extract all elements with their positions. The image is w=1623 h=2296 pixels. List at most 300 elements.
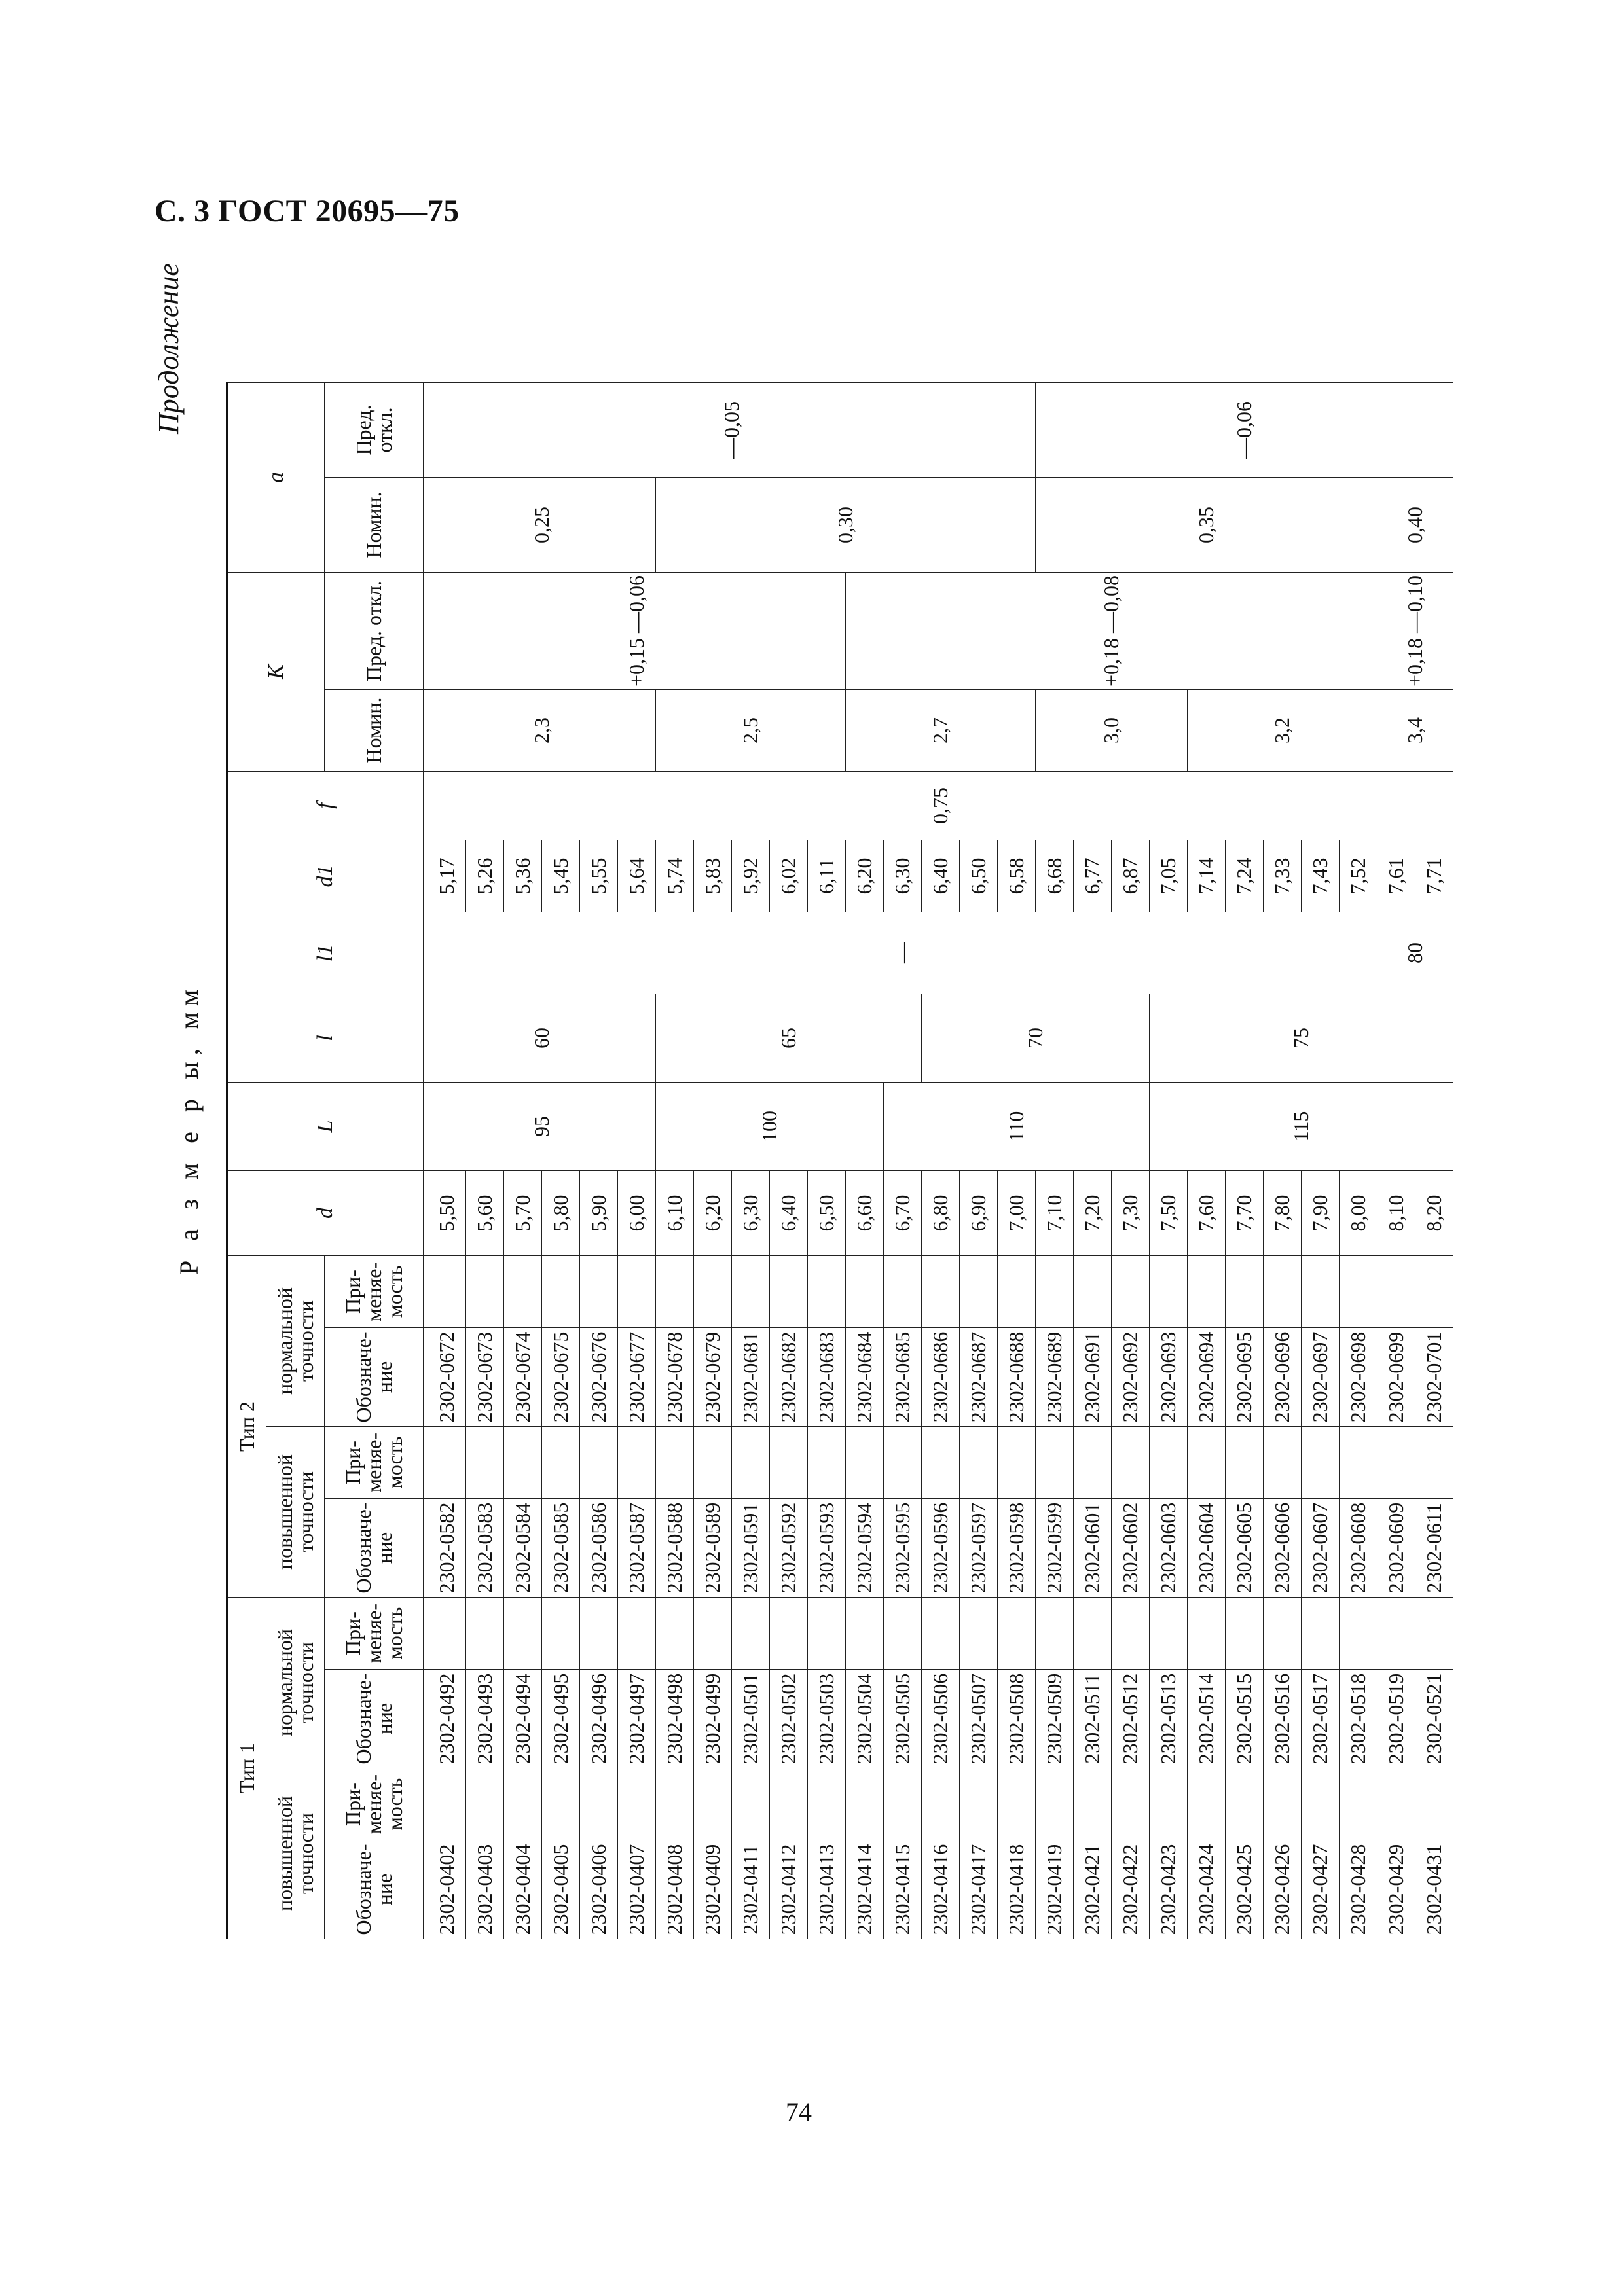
K-nominal-value: 2,5 bbox=[656, 690, 846, 772]
l-value: 60 bbox=[428, 994, 656, 1083]
type1-high-designation: 2302-0424 bbox=[1188, 1840, 1226, 1939]
type2-normal-designation: 2302-0687 bbox=[960, 1328, 998, 1427]
d-value: 7,10 bbox=[1036, 1171, 1074, 1256]
d1-value: 5,26 bbox=[466, 840, 504, 912]
K-nominal-value: 3,0 bbox=[1036, 690, 1188, 772]
d1-value: 6,02 bbox=[770, 840, 808, 912]
type1-normal-designation: 2302-0496 bbox=[580, 1670, 618, 1768]
d-value: 6,10 bbox=[656, 1171, 694, 1256]
type1-high-designation: 2302-0422 bbox=[1112, 1840, 1150, 1939]
type2-normal-applicability bbox=[542, 1256, 580, 1328]
type2-normal-designation: 2302-0684 bbox=[846, 1328, 884, 1427]
type2-high-designation: 2302-0604 bbox=[1188, 1499, 1226, 1598]
col-K-header: K bbox=[227, 572, 325, 771]
K-tolerance-value: +0,15 —0,06 bbox=[428, 572, 846, 689]
type2-high-applicability bbox=[1074, 1427, 1112, 1499]
l-value: 65 bbox=[656, 994, 922, 1083]
type1-normal-applicability bbox=[922, 1598, 960, 1670]
d-value: 7,80 bbox=[1264, 1171, 1302, 1256]
K-tolerance-header: Пред. откл. bbox=[325, 572, 424, 689]
type2-high-designation: 2302-0588 bbox=[656, 1499, 694, 1598]
type2-normal-applicability bbox=[1188, 1256, 1226, 1328]
type2-normal-designation: 2302-0698 bbox=[1340, 1328, 1377, 1427]
type2-high-applicability bbox=[580, 1427, 618, 1499]
d-value: 7,50 bbox=[1150, 1171, 1188, 1256]
type1-high-designation: 2302-0404 bbox=[504, 1840, 542, 1939]
type2-normal-designation: 2302-0689 bbox=[1036, 1328, 1074, 1427]
d1-value: 5,83 bbox=[694, 840, 732, 912]
d-value: 6,20 bbox=[694, 1171, 732, 1256]
type2-header: Тип 2 bbox=[227, 1256, 266, 1598]
type2-normal-applicability bbox=[998, 1256, 1036, 1328]
type2-normal-designation: 2302-0697 bbox=[1302, 1328, 1340, 1427]
type1-normal-applicability bbox=[1264, 1598, 1302, 1670]
d-value: 7,60 bbox=[1188, 1171, 1226, 1256]
type2-high-applicability bbox=[1226, 1427, 1264, 1499]
d-value: 6,00 bbox=[618, 1171, 656, 1256]
type1-normal-designation: 2302-0499 bbox=[694, 1670, 732, 1768]
type2-high-designation: 2302-0591 bbox=[732, 1499, 770, 1598]
d1-value: 5,74 bbox=[656, 840, 694, 912]
type2-normal-applicability bbox=[1150, 1256, 1188, 1328]
type2-high-applicability bbox=[504, 1427, 542, 1499]
d1-value: 7,52 bbox=[1340, 840, 1377, 912]
type1-high-applicability bbox=[618, 1768, 656, 1840]
type2-high-applicability bbox=[922, 1427, 960, 1499]
type1-high-applicability bbox=[466, 1768, 504, 1840]
d1-value: 6,50 bbox=[960, 840, 998, 912]
type1-normal-header: нормальной точности bbox=[266, 1598, 325, 1768]
type2-normal-designation: 2302-0678 bbox=[656, 1328, 694, 1427]
type2-high-designation: 2302-0605 bbox=[1226, 1499, 1264, 1598]
type1-high-applicability bbox=[580, 1768, 618, 1840]
L-value: 95 bbox=[428, 1083, 656, 1171]
type2-high-applicability bbox=[1188, 1427, 1226, 1499]
type1-normal-applicability bbox=[1074, 1598, 1112, 1670]
type1-normal-applicability bbox=[656, 1598, 694, 1670]
type2-normal-designation: 2302-0677 bbox=[618, 1328, 656, 1427]
type1-high-applicability bbox=[694, 1768, 732, 1840]
type2-normal-applicability bbox=[846, 1256, 884, 1328]
type2-high-designation: 2302-0585 bbox=[542, 1499, 580, 1598]
d-value: 7,70 bbox=[1226, 1171, 1264, 1256]
type1-high-applicability bbox=[1150, 1768, 1188, 1840]
type1-normal-applicability bbox=[1377, 1598, 1415, 1670]
type2-normal-designation: 2302-0696 bbox=[1264, 1328, 1302, 1427]
type2-high-designation: 2302-0603 bbox=[1150, 1499, 1188, 1598]
designation-header: Обозначе- ние bbox=[325, 1499, 424, 1598]
type2-high-applicability bbox=[1036, 1427, 1074, 1499]
d1-value: 6,30 bbox=[884, 840, 922, 912]
l1-value: 80 bbox=[1377, 912, 1453, 994]
type1-normal-applicability bbox=[504, 1598, 542, 1670]
type2-normal-applicability bbox=[1340, 1256, 1377, 1328]
type2-high-applicability bbox=[884, 1427, 922, 1499]
type1-high-designation: 2302-0408 bbox=[656, 1840, 694, 1939]
type1-normal-applicability bbox=[1340, 1598, 1377, 1670]
type2-normal-applicability bbox=[656, 1256, 694, 1328]
K-nominal-value: 2,7 bbox=[846, 690, 1036, 772]
type2-high-header: повышенной точности bbox=[266, 1427, 325, 1598]
type2-normal-applicability bbox=[1226, 1256, 1264, 1328]
l-value: 75 bbox=[1150, 994, 1453, 1083]
type2-normal-designation: 2302-0672 bbox=[428, 1328, 466, 1427]
d1-value: 7,14 bbox=[1188, 840, 1226, 912]
designation-header: Обозначе- ние bbox=[325, 1670, 424, 1768]
type2-high-designation: 2302-0584 bbox=[504, 1499, 542, 1598]
type1-high-designation: 2302-0411 bbox=[732, 1840, 770, 1939]
type2-high-designation: 2302-0607 bbox=[1302, 1499, 1340, 1598]
d-value: 6,80 bbox=[922, 1171, 960, 1256]
type2-normal-designation: 2302-0683 bbox=[808, 1328, 846, 1427]
type1-high-applicability bbox=[960, 1768, 998, 1840]
type1-high-designation: 2302-0418 bbox=[998, 1840, 1036, 1939]
type1-normal-designation: 2302-0519 bbox=[1377, 1670, 1415, 1768]
type2-normal-applicability bbox=[1415, 1256, 1453, 1328]
type1-high-designation: 2302-0419 bbox=[1036, 1840, 1074, 1939]
d-value: 7,30 bbox=[1112, 1171, 1150, 1256]
d-value: 6,30 bbox=[732, 1171, 770, 1256]
K-nominal-value: 3,2 bbox=[1188, 690, 1377, 772]
type2-normal-designation: 2302-0675 bbox=[542, 1328, 580, 1427]
d1-value: 7,24 bbox=[1226, 840, 1264, 912]
table-body bbox=[428, 382, 1453, 1939]
type1-high-applicability bbox=[1036, 1768, 1074, 1840]
L-value: 115 bbox=[1150, 1083, 1453, 1171]
col-a-header: a bbox=[227, 382, 325, 572]
d-value: 5,70 bbox=[504, 1171, 542, 1256]
a-nominal-value: 0,30 bbox=[656, 477, 1036, 572]
type1-high-applicability bbox=[542, 1768, 580, 1840]
col-d1-header: d1 bbox=[227, 840, 424, 912]
type2-normal-designation: 2302-0699 bbox=[1377, 1328, 1415, 1427]
type2-normal-designation: 2302-0679 bbox=[694, 1328, 732, 1427]
type1-high-applicability bbox=[1188, 1768, 1226, 1840]
d-value: 7,20 bbox=[1074, 1171, 1112, 1256]
type1-normal-designation: 2302-0513 bbox=[1150, 1670, 1188, 1768]
type1-normal-applicability bbox=[846, 1598, 884, 1670]
col-l-header: l bbox=[227, 994, 424, 1083]
applicability-header: При- меняе- мость bbox=[325, 1598, 424, 1670]
type2-high-applicability bbox=[618, 1427, 656, 1499]
type2-normal-designation: 2302-0688 bbox=[998, 1328, 1036, 1427]
type1-normal-applicability bbox=[770, 1598, 808, 1670]
d1-value: 6,77 bbox=[1074, 840, 1112, 912]
l-value: 70 bbox=[922, 994, 1150, 1083]
type1-high-designation: 2302-0427 bbox=[1302, 1840, 1340, 1939]
d1-value: 5,17 bbox=[428, 840, 466, 912]
type2-normal-designation: 2302-0694 bbox=[1188, 1328, 1226, 1427]
type1-high-applicability bbox=[1340, 1768, 1377, 1840]
type1-high-applicability bbox=[1074, 1768, 1112, 1840]
f-value: 0,75 bbox=[428, 772, 1453, 840]
type1-normal-designation: 2302-0495 bbox=[542, 1670, 580, 1768]
type1-normal-designation: 2302-0501 bbox=[732, 1670, 770, 1768]
L-value: 110 bbox=[884, 1083, 1150, 1171]
d1-value: 5,45 bbox=[542, 840, 580, 912]
type2-high-applicability bbox=[466, 1427, 504, 1499]
type2-normal-applicability bbox=[808, 1256, 846, 1328]
type2-high-designation: 2302-0599 bbox=[1036, 1499, 1074, 1598]
type2-normal-applicability bbox=[1264, 1256, 1302, 1328]
d-value: 6,60 bbox=[846, 1171, 884, 1256]
type1-normal-designation: 2302-0512 bbox=[1112, 1670, 1150, 1768]
col-d-header: d bbox=[227, 1171, 424, 1256]
applicability-header: При- меняе- мость bbox=[325, 1256, 424, 1328]
type1-high-applicability bbox=[846, 1768, 884, 1840]
d-value: 6,90 bbox=[960, 1171, 998, 1256]
d-value: 7,90 bbox=[1302, 1171, 1340, 1256]
type1-high-applicability bbox=[770, 1768, 808, 1840]
l1-value: — bbox=[428, 912, 1377, 994]
type1-normal-designation: 2302-0508 bbox=[998, 1670, 1036, 1768]
type2-high-designation: 2302-0593 bbox=[808, 1499, 846, 1598]
d1-value: 5,92 bbox=[732, 840, 770, 912]
type2-high-designation: 2302-0595 bbox=[884, 1499, 922, 1598]
page-number: 74 bbox=[786, 2097, 812, 2126]
type2-normal-applicability bbox=[1036, 1256, 1074, 1328]
table-title: Р а з м е р ы, мм bbox=[174, 982, 204, 1275]
type2-high-designation: 2302-0608 bbox=[1340, 1499, 1377, 1598]
type1-normal-designation: 2302-0493 bbox=[466, 1670, 504, 1768]
type1-normal-applicability bbox=[580, 1598, 618, 1670]
type1-normal-applicability bbox=[960, 1598, 998, 1670]
type1-header: Тип 1 bbox=[227, 1598, 266, 1939]
d-value: 5,60 bbox=[466, 1171, 504, 1256]
type2-normal-designation: 2302-0691 bbox=[1074, 1328, 1112, 1427]
type2-normal-applicability bbox=[504, 1256, 542, 1328]
type2-high-applicability bbox=[1415, 1427, 1453, 1499]
type1-normal-applicability bbox=[542, 1598, 580, 1670]
type1-high-applicability bbox=[1415, 1768, 1453, 1840]
type2-high-applicability bbox=[1150, 1427, 1188, 1499]
d1-value: 6,11 bbox=[808, 840, 846, 912]
d-value: 7,00 bbox=[998, 1171, 1036, 1256]
a-tolerance-value: —0,06 bbox=[1036, 382, 1453, 477]
type2-normal-designation: 2302-0701 bbox=[1415, 1328, 1453, 1427]
type2-normal-applicability bbox=[694, 1256, 732, 1328]
type2-high-designation: 2302-0587 bbox=[618, 1499, 656, 1598]
type2-high-designation: 2302-0598 bbox=[998, 1499, 1036, 1598]
type2-normal-applicability bbox=[922, 1256, 960, 1328]
applicability-header: При- меняе- мость bbox=[325, 1768, 424, 1840]
type1-normal-designation: 2302-0507 bbox=[960, 1670, 998, 1768]
type1-normal-designation: 2302-0509 bbox=[1036, 1670, 1074, 1768]
type2-normal-designation: 2302-0685 bbox=[884, 1328, 922, 1427]
type1-high-designation: 2302-0429 bbox=[1377, 1840, 1415, 1939]
a-nominal-value: 0,25 bbox=[428, 477, 656, 572]
document-header: С. 3 ГОСТ 20695—75 bbox=[155, 194, 460, 228]
type1-high-applicability bbox=[1264, 1768, 1302, 1840]
type1-normal-designation: 2302-0521 bbox=[1415, 1670, 1453, 1768]
type1-normal-applicability bbox=[428, 1598, 466, 1670]
type2-high-designation: 2302-0597 bbox=[960, 1499, 998, 1598]
a-tolerance-value: —0,05 bbox=[428, 382, 1036, 477]
type2-high-designation: 2302-0602 bbox=[1112, 1499, 1150, 1598]
type2-high-applicability bbox=[846, 1427, 884, 1499]
type1-normal-applicability bbox=[1226, 1598, 1264, 1670]
type1-normal-designation: 2302-0494 bbox=[504, 1670, 542, 1768]
d1-value: 5,36 bbox=[504, 840, 542, 912]
type2-normal-applicability bbox=[428, 1256, 466, 1328]
d1-value: 6,87 bbox=[1112, 840, 1150, 912]
type1-high-designation: 2302-0416 bbox=[922, 1840, 960, 1939]
L-value: 100 bbox=[656, 1083, 884, 1171]
dimensions-table bbox=[226, 382, 1453, 1939]
d-value: 8,20 bbox=[1415, 1171, 1453, 1256]
type2-normal-designation: 2302-0692 bbox=[1112, 1328, 1150, 1427]
type2-high-applicability bbox=[1264, 1427, 1302, 1499]
designation-header: Обозначе- ние bbox=[325, 1328, 424, 1427]
type1-normal-designation: 2302-0505 bbox=[884, 1670, 922, 1768]
type1-high-designation: 2302-0425 bbox=[1226, 1840, 1264, 1939]
type1-high-designation: 2302-0428 bbox=[1340, 1840, 1377, 1939]
type1-high-designation: 2302-0431 bbox=[1415, 1840, 1453, 1939]
type2-normal-designation: 2302-0681 bbox=[732, 1328, 770, 1427]
d1-value: 7,05 bbox=[1150, 840, 1188, 912]
d1-value: 6,58 bbox=[998, 840, 1036, 912]
type1-normal-designation: 2302-0515 bbox=[1226, 1670, 1264, 1768]
type2-high-designation: 2302-0601 bbox=[1074, 1499, 1112, 1598]
type1-normal-designation: 2302-0511 bbox=[1074, 1670, 1112, 1768]
type1-normal-designation: 2302-0504 bbox=[846, 1670, 884, 1768]
type2-normal-header: нормальной точности bbox=[266, 1256, 325, 1427]
type2-high-applicability bbox=[732, 1427, 770, 1499]
type2-high-designation: 2302-0589 bbox=[694, 1499, 732, 1598]
type1-high-designation: 2302-0426 bbox=[1264, 1840, 1302, 1939]
type1-normal-designation: 2302-0492 bbox=[428, 1670, 466, 1768]
type2-normal-applicability bbox=[580, 1256, 618, 1328]
type2-high-applicability bbox=[808, 1427, 846, 1499]
type2-high-applicability bbox=[694, 1427, 732, 1499]
a-nominal-value: 0,35 bbox=[1036, 477, 1377, 572]
type1-high-applicability bbox=[808, 1768, 846, 1840]
type1-high-applicability bbox=[884, 1768, 922, 1840]
type2-normal-applicability bbox=[884, 1256, 922, 1328]
type1-normal-applicability bbox=[618, 1598, 656, 1670]
type2-normal-applicability bbox=[1377, 1256, 1415, 1328]
type2-normal-applicability bbox=[1074, 1256, 1112, 1328]
type2-high-applicability bbox=[1302, 1427, 1340, 1499]
type1-normal-designation: 2302-0516 bbox=[1264, 1670, 1302, 1768]
type1-normal-applicability bbox=[884, 1598, 922, 1670]
type1-normal-designation: 2302-0514 bbox=[1188, 1670, 1226, 1768]
type1-high-applicability bbox=[1112, 1768, 1150, 1840]
type1-high-applicability bbox=[998, 1768, 1036, 1840]
type1-normal-applicability bbox=[1112, 1598, 1150, 1670]
designation-header: Обозначе- ние bbox=[325, 1840, 424, 1939]
type1-normal-applicability bbox=[694, 1598, 732, 1670]
type1-high-applicability bbox=[656, 1768, 694, 1840]
type2-high-designation: 2302-0596 bbox=[922, 1499, 960, 1598]
col-L-header: L bbox=[227, 1083, 424, 1171]
type2-high-applicability bbox=[998, 1427, 1036, 1499]
type1-high-designation: 2302-0423 bbox=[1150, 1840, 1188, 1939]
type2-normal-designation: 2302-0686 bbox=[922, 1328, 960, 1427]
a-nominal-value: 0,40 bbox=[1377, 477, 1453, 572]
type1-normal-designation: 2302-0502 bbox=[770, 1670, 808, 1768]
d-value: 5,80 bbox=[542, 1171, 580, 1256]
type2-normal-designation: 2302-0693 bbox=[1150, 1328, 1188, 1427]
type2-high-designation: 2302-0592 bbox=[770, 1499, 808, 1598]
table-row bbox=[428, 382, 466, 1939]
K-nominal-value: 2,3 bbox=[428, 690, 656, 772]
type1-normal-applicability bbox=[466, 1598, 504, 1670]
type1-high-designation: 2302-0403 bbox=[466, 1840, 504, 1939]
type1-normal-applicability bbox=[1302, 1598, 1340, 1670]
type1-normal-designation: 2302-0517 bbox=[1302, 1670, 1340, 1768]
type2-high-applicability bbox=[960, 1427, 998, 1499]
type1-normal-applicability bbox=[1188, 1598, 1226, 1670]
type2-high-applicability bbox=[770, 1427, 808, 1499]
d-value: 5,90 bbox=[580, 1171, 618, 1256]
type1-high-designation: 2302-0407 bbox=[618, 1840, 656, 1939]
d1-value: 6,20 bbox=[846, 840, 884, 912]
type2-high-applicability bbox=[1340, 1427, 1377, 1499]
type2-high-applicability bbox=[1377, 1427, 1415, 1499]
type1-high-designation: 2302-0402 bbox=[428, 1840, 466, 1939]
d-value: 6,40 bbox=[770, 1171, 808, 1256]
d1-value: 6,68 bbox=[1036, 840, 1074, 912]
K-tolerance-value: +0,18 —0,08 bbox=[846, 572, 1377, 689]
type1-high-applicability bbox=[1226, 1768, 1264, 1840]
type2-normal-designation: 2302-0673 bbox=[466, 1328, 504, 1427]
type2-high-designation: 2302-0606 bbox=[1264, 1499, 1302, 1598]
a-tolerance-header: Пред. откл. bbox=[325, 382, 424, 477]
d1-value: 5,64 bbox=[618, 840, 656, 912]
type1-high-designation: 2302-0421 bbox=[1074, 1840, 1112, 1939]
type1-high-designation: 2302-0409 bbox=[694, 1840, 732, 1939]
type1-normal-applicability bbox=[998, 1598, 1036, 1670]
col-f-header: f bbox=[227, 772, 424, 840]
type1-high-designation: 2302-0413 bbox=[808, 1840, 846, 1939]
type2-normal-applicability bbox=[732, 1256, 770, 1328]
type1-high-applicability bbox=[922, 1768, 960, 1840]
type1-normal-applicability bbox=[1150, 1598, 1188, 1670]
type2-high-applicability bbox=[428, 1427, 466, 1499]
type1-high-designation: 2302-0414 bbox=[846, 1840, 884, 1939]
type1-normal-designation: 2302-0503 bbox=[808, 1670, 846, 1768]
type2-normal-applicability bbox=[770, 1256, 808, 1328]
type2-high-applicability bbox=[656, 1427, 694, 1499]
type2-high-designation: 2302-0583 bbox=[466, 1499, 504, 1598]
type2-high-designation: 2302-0586 bbox=[580, 1499, 618, 1598]
d-value: 6,70 bbox=[884, 1171, 922, 1256]
type1-high-designation: 2302-0417 bbox=[960, 1840, 998, 1939]
type2-normal-applicability bbox=[618, 1256, 656, 1328]
type1-normal-designation: 2302-0497 bbox=[618, 1670, 656, 1768]
type1-high-applicability bbox=[1302, 1768, 1340, 1840]
type1-normal-applicability bbox=[732, 1598, 770, 1670]
type2-high-designation: 2302-0609 bbox=[1377, 1499, 1415, 1598]
d1-value: 7,43 bbox=[1302, 840, 1340, 912]
type2-high-designation: 2302-0594 bbox=[846, 1499, 884, 1598]
type2-normal-applicability bbox=[1302, 1256, 1340, 1328]
type2-high-designation: 2302-0611 bbox=[1415, 1499, 1453, 1598]
type1-normal-designation: 2302-0498 bbox=[656, 1670, 694, 1768]
col-l1-header: l1 bbox=[227, 912, 424, 994]
type1-high-applicability bbox=[428, 1768, 466, 1840]
K-nominal-value: 3,4 bbox=[1377, 690, 1453, 772]
K-nominal-header: Номин. bbox=[325, 690, 424, 772]
d-value: 6,50 bbox=[808, 1171, 846, 1256]
type1-high-designation: 2302-0412 bbox=[770, 1840, 808, 1939]
type1-normal-applicability bbox=[1415, 1598, 1453, 1670]
type2-normal-applicability bbox=[466, 1256, 504, 1328]
d-value: 8,00 bbox=[1340, 1171, 1377, 1256]
type1-normal-designation: 2302-0518 bbox=[1340, 1670, 1377, 1768]
type1-normal-designation: 2302-0506 bbox=[922, 1670, 960, 1768]
